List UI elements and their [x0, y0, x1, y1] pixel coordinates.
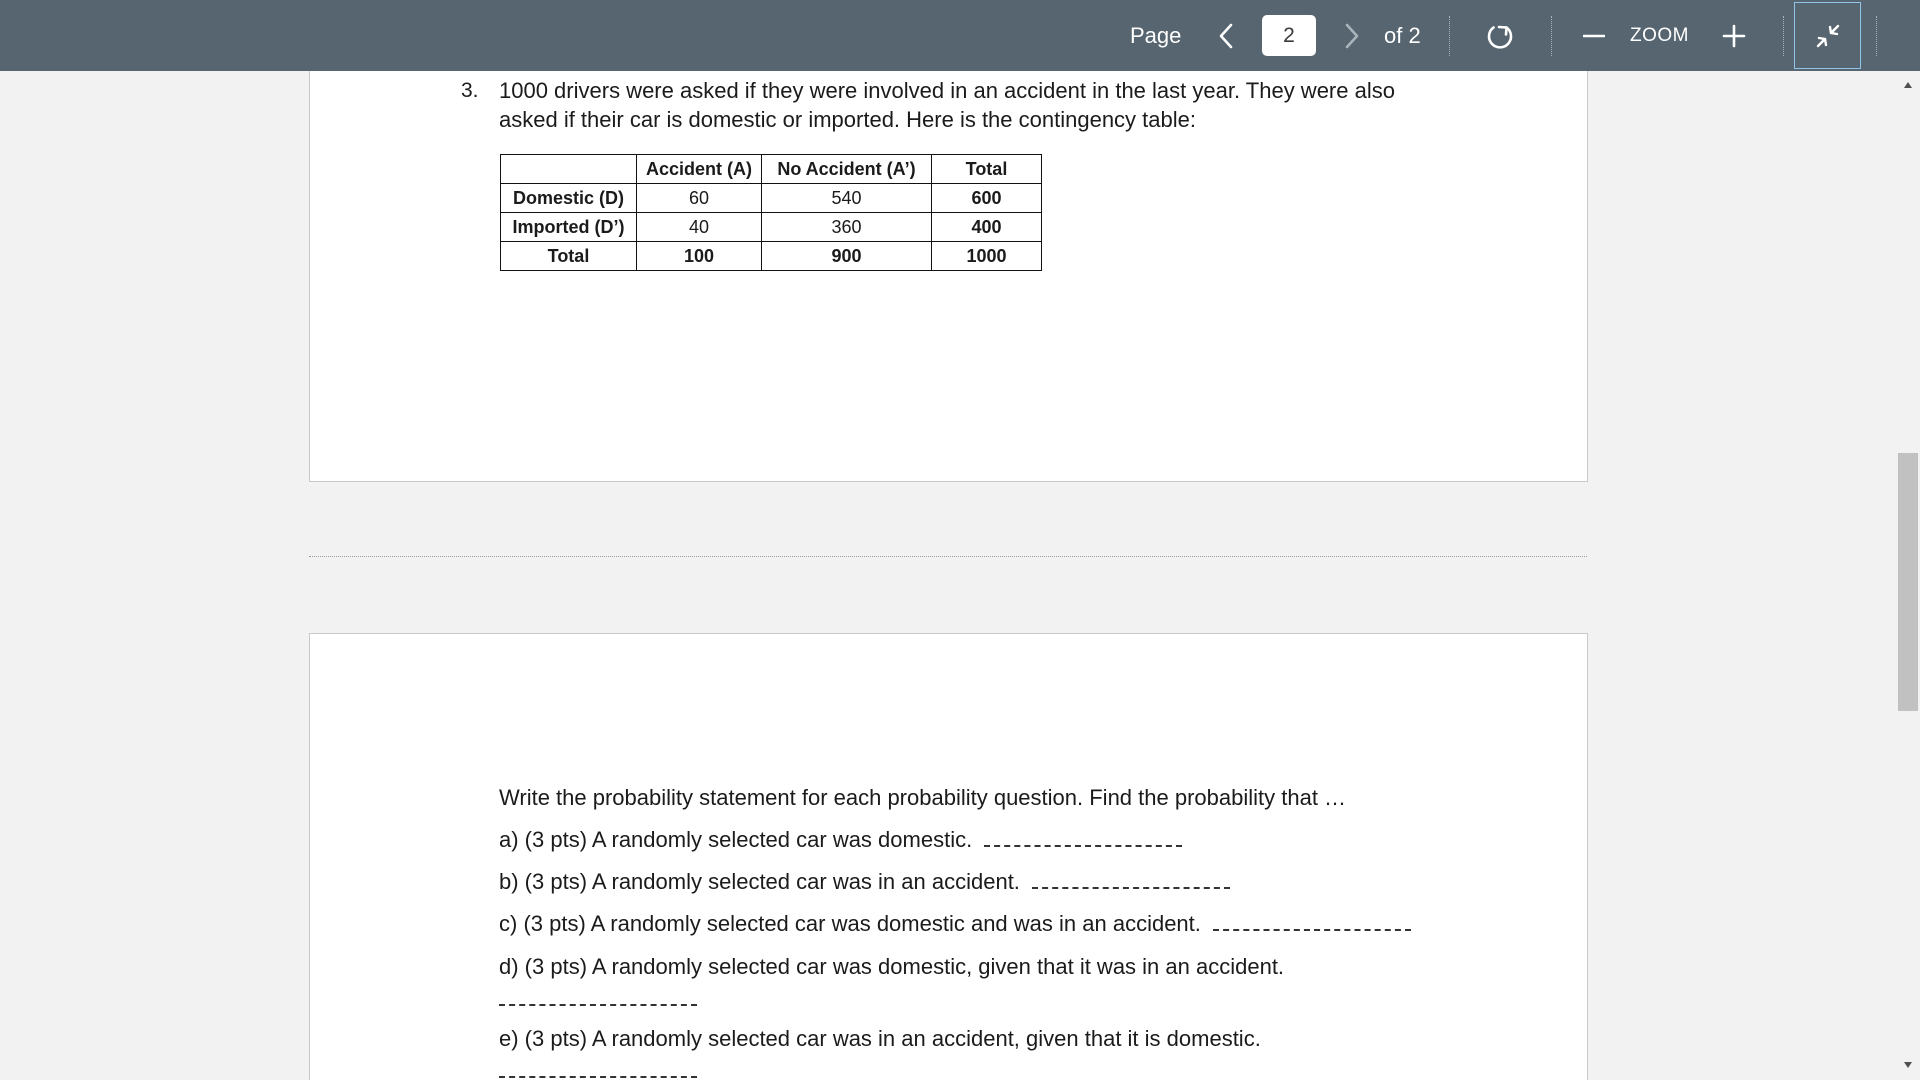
answer-blank — [499, 1060, 697, 1078]
zoom-in-button[interactable] — [1718, 18, 1750, 54]
page-count-label: of 2 — [1384, 22, 1421, 48]
chevron-right-icon — [1344, 23, 1360, 49]
question-e-answer — [499, 1058, 697, 1080]
question-d-text: d) (3 pts) A randomly selected car was domestic, given that it was in an accident. — [499, 954, 1285, 979]
question-a-text: a) (3 pts) A randomly selected car was domestic. — [499, 827, 973, 852]
collapse-arrows-icon — [1815, 23, 1841, 49]
row-label: Domestic (D) — [501, 184, 637, 213]
question-b — [499, 869, 1230, 895]
table-header-cell: Total — [932, 155, 1042, 184]
minus-icon — [1583, 25, 1605, 47]
scrollbar-thumb[interactable] — [1898, 453, 1918, 711]
table-cell: 900 — [762, 242, 932, 271]
page-number-input[interactable] — [1262, 15, 1316, 56]
question-text: 1000 drivers were asked if they were involved in an accident in the last year. They were also asked if their car is domestic or imported. Here is the contingency table: — [499, 78, 1395, 132]
rotate-button[interactable] — [1480, 16, 1520, 56]
document-viewer[interactable] — [0, 71, 1896, 1080]
answer-blank — [1032, 871, 1230, 889]
table-cell: 540 — [762, 184, 932, 213]
scroll-up-arrow-icon[interactable] — [1902, 79, 1914, 91]
document-page — [309, 633, 1588, 1080]
question-e — [499, 1026, 1261, 1052]
question-d — [499, 954, 1284, 980]
exit-fullscreen-button[interactable] — [1794, 2, 1861, 69]
table-header-row — [501, 155, 1042, 184]
questions-intro: Write the probability statement for each probability question. Find the probability that … — [499, 785, 1347, 810]
rotate-icon — [1484, 20, 1516, 52]
table-cell: 1000 — [932, 242, 1042, 271]
table-cell: 40 — [637, 213, 762, 242]
table-row — [501, 213, 1042, 242]
chevron-left-icon — [1218, 23, 1234, 49]
toolbar-divider — [1876, 16, 1877, 56]
answer-blank — [499, 988, 697, 1006]
table-cell: 400 — [932, 213, 1042, 242]
page-divider — [309, 556, 1587, 557]
table-cell: 100 — [637, 242, 762, 271]
toolbar-divider — [1551, 16, 1552, 56]
plus-icon — [1722, 24, 1746, 48]
question-c-text: c) (3 pts) A randomly selected car was domestic and was in an accident. — [499, 911, 1201, 936]
question-c — [499, 911, 1411, 937]
question-number: 3. — [461, 79, 479, 102]
table-row — [501, 242, 1042, 271]
zoom-out-button[interactable] — [1578, 18, 1610, 54]
scroll-down-arrow-icon[interactable] — [1902, 1059, 1914, 1071]
page-label: Page — [1130, 22, 1182, 48]
row-label: Imported (D’) — [501, 213, 637, 242]
answer-blank — [984, 829, 1182, 847]
toolbar-divider — [1449, 16, 1450, 56]
table-row — [501, 184, 1042, 213]
pdf-toolbar — [0, 0, 1920, 71]
previous-page-button[interactable] — [1210, 18, 1242, 54]
table-cell: 360 — [762, 213, 932, 242]
question-a — [499, 827, 1182, 853]
table-cell: 60 — [637, 184, 762, 213]
question-e-text: e) (3 pts) A randomly selected car was in an accident, given that it is domestic. — [499, 1026, 1261, 1051]
contingency-table — [500, 154, 1042, 271]
zoom-label: ZOOM — [1630, 24, 1689, 46]
table-header-cell: No Accident (A’) — [762, 155, 932, 184]
document-page — [309, 71, 1588, 482]
toolbar-divider — [1783, 16, 1784, 56]
table-header-cell: Accident (A) — [637, 155, 762, 184]
answer-blank — [1213, 913, 1411, 931]
vertical-scrollbar[interactable] — [1896, 71, 1920, 1080]
question-d-answer — [499, 986, 697, 1012]
table-cell: 600 — [932, 184, 1042, 213]
table-header-cell — [501, 155, 637, 184]
row-label: Total — [501, 242, 637, 271]
next-page-button[interactable] — [1336, 18, 1368, 54]
question-b-text: b) (3 pts) A randomly selected car was in an accident. — [499, 869, 1020, 894]
